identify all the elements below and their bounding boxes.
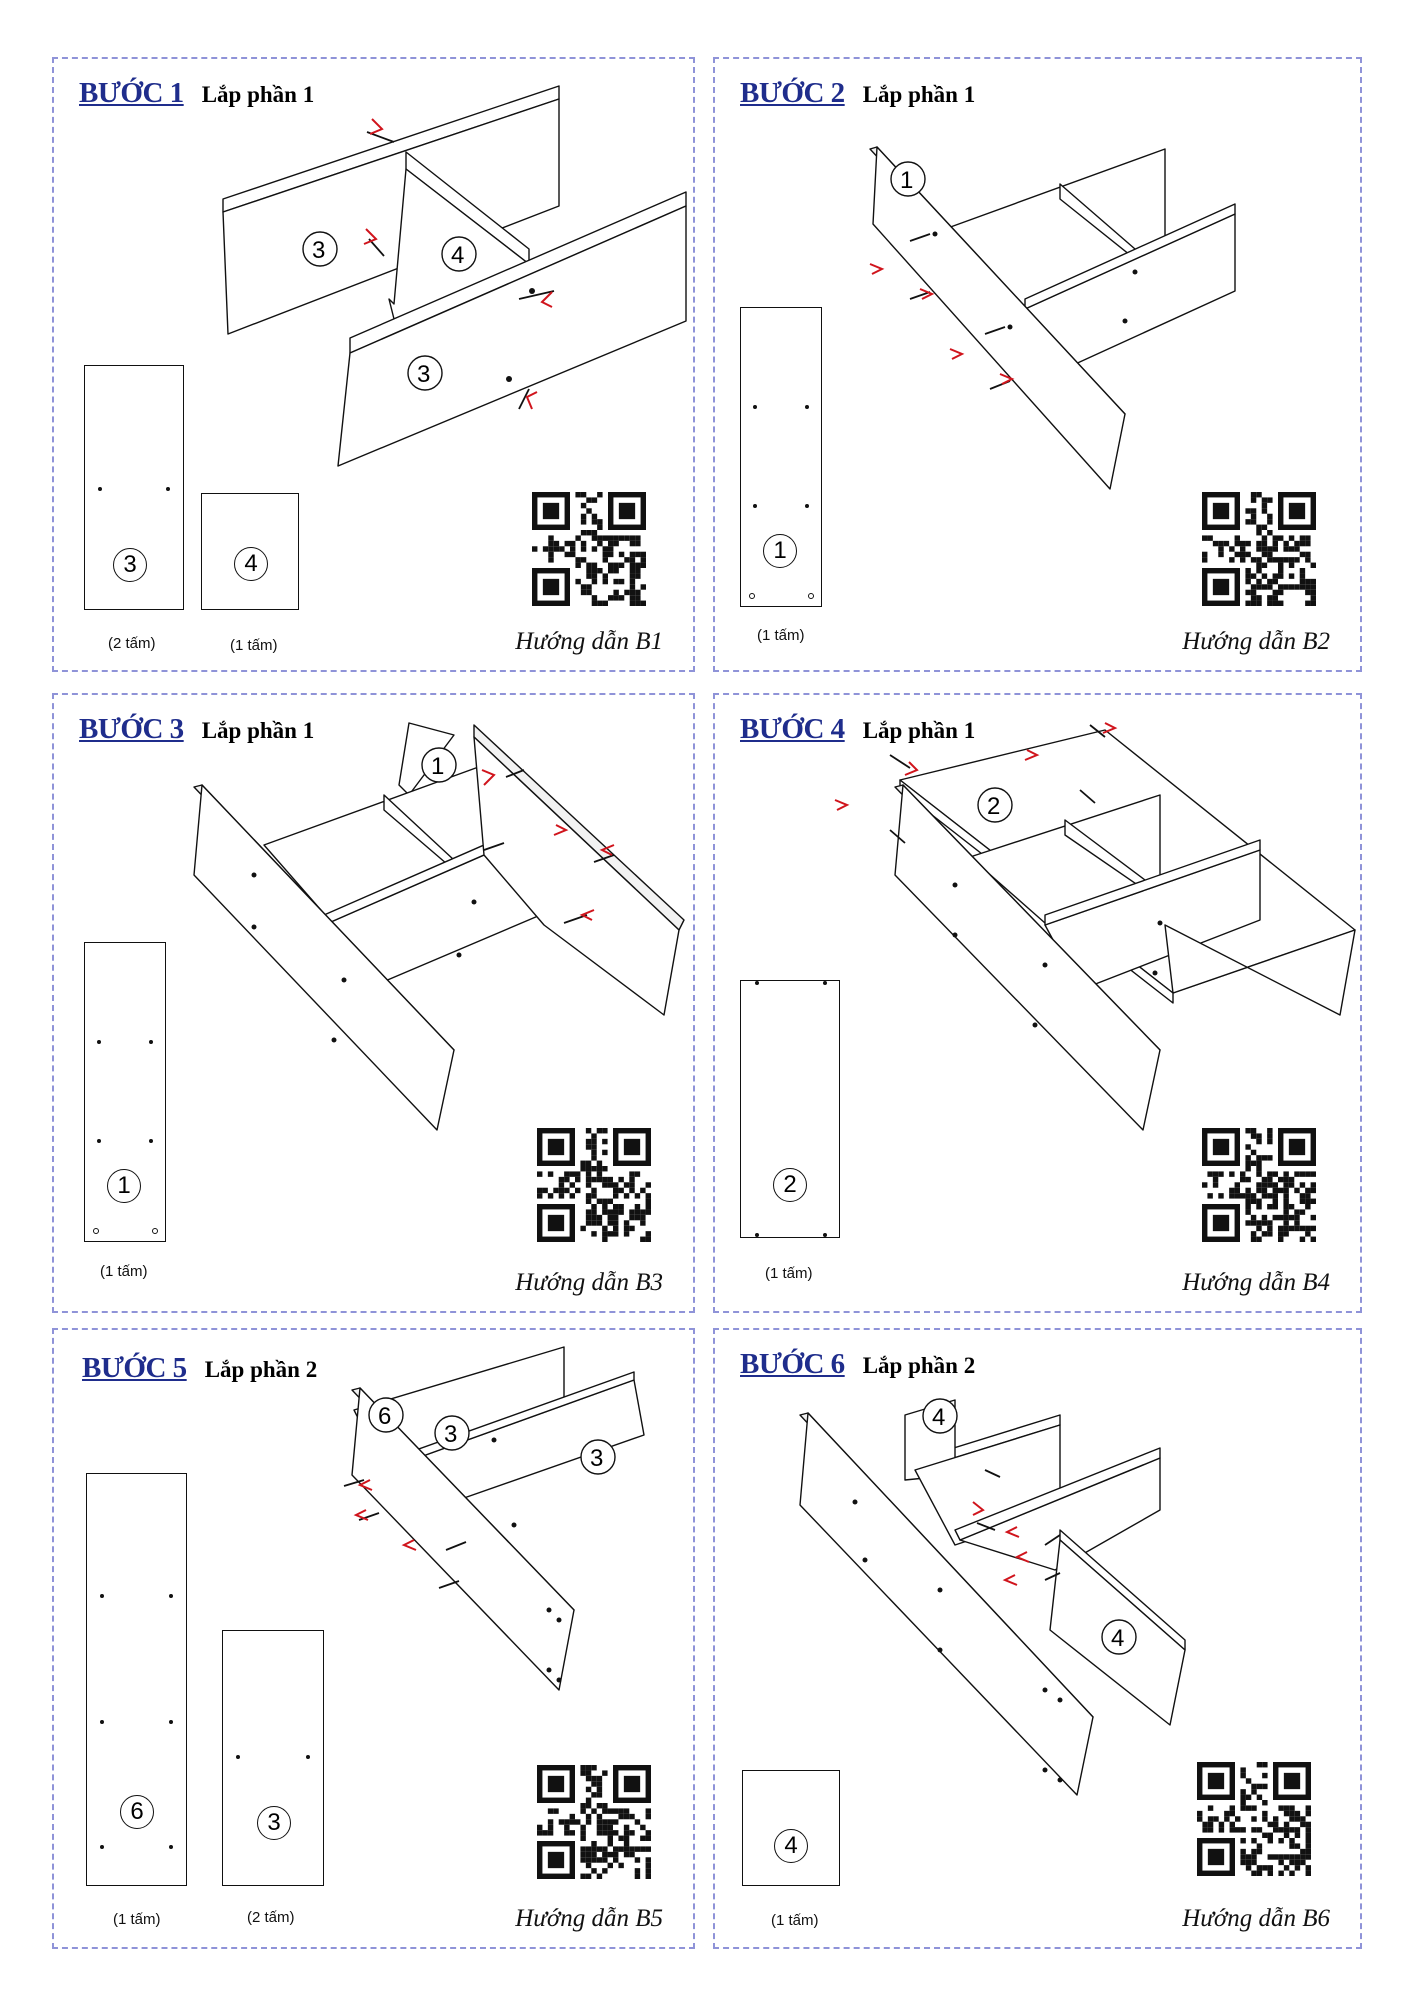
piece-number: 3 — [257, 1806, 291, 1840]
piece-quantity: (1 tấm) — [765, 1265, 813, 1282]
piece-quantity: (2 tấm) — [247, 1909, 295, 1926]
step-part: Lắp phần 1 — [862, 82, 976, 107]
panel-piece-3 — [84, 365, 184, 610]
panel-piece-6 — [86, 1473, 187, 1886]
drawing-label: 3 — [444, 1421, 458, 1448]
qr-code-icon[interactable] — [1197, 1762, 1311, 1876]
drawing-label: 3 — [590, 1445, 604, 1472]
step-title: BƯỚC 3 — [79, 713, 184, 745]
piece-quantity: (2 tấm) — [108, 635, 156, 652]
piece-number: 4 — [774, 1829, 808, 1863]
panel-piece-4 — [742, 1770, 840, 1886]
piece-number: 2 — [773, 1168, 807, 1202]
guide-link[interactable]: Hướng dẫn B6 — [1182, 1905, 1330, 1932]
drawing-label: 3 — [417, 361, 431, 388]
step-part: Lắp phần 1 — [862, 718, 976, 743]
step-part: Lắp phần 1 — [201, 718, 315, 743]
panel-piece-4 — [201, 493, 299, 610]
guide-link[interactable]: Hướng dẫn B2 — [1182, 628, 1330, 655]
piece-number: 4 — [234, 547, 268, 581]
piece-number: 1 — [763, 534, 797, 568]
step-panel-5 — [52, 1328, 695, 1949]
piece-quantity: (1 tấm) — [100, 1263, 148, 1280]
drawing-label: 3 — [312, 237, 326, 264]
step-title: BƯỚC 2 — [740, 77, 845, 109]
drawing-label: 1 — [900, 167, 914, 194]
piece-number: 1 — [107, 1169, 141, 1203]
qr-code-icon[interactable] — [537, 1128, 651, 1242]
step-panel-3 — [52, 693, 695, 1313]
guide-link[interactable]: Hướng dẫn B5 — [515, 1905, 663, 1932]
guide-link[interactable]: Hướng dẫn B3 — [515, 1269, 663, 1296]
piece-quantity: (1 tấm) — [757, 627, 805, 644]
panel-piece-1 — [84, 942, 166, 1242]
step-title: BƯỚC 1 — [79, 77, 184, 109]
guide-link[interactable]: Hướng dẫn B4 — [1182, 1269, 1330, 1296]
piece-number: 6 — [120, 1795, 154, 1829]
piece-number: 3 — [113, 548, 147, 582]
panel-piece-3 — [222, 1630, 324, 1886]
drawing-label: 4 — [932, 1404, 946, 1431]
step-title: BƯỚC 6 — [740, 1348, 845, 1380]
piece-quantity: (1 tấm) — [113, 1911, 161, 1928]
step-title: BƯỚC 5 — [82, 1352, 187, 1384]
piece-quantity: (1 tấm) — [230, 637, 278, 654]
step-part: Lắp phần 1 — [201, 82, 315, 107]
drawing-label: 2 — [987, 793, 1001, 820]
step-panel-4 — [713, 693, 1362, 1313]
step-part: Lắp phần 2 — [862, 1353, 976, 1378]
step-panel-2 — [713, 57, 1362, 672]
step-panel-6 — [713, 1328, 1362, 1949]
piece-quantity: (1 tấm) — [771, 1912, 819, 1929]
step-title: BƯỚC 4 — [740, 713, 845, 745]
qr-code-icon[interactable] — [532, 492, 646, 606]
drawing-label: 4 — [1111, 1625, 1125, 1652]
qr-code-icon[interactable] — [1202, 1128, 1316, 1242]
drawing-label: 1 — [431, 753, 445, 780]
drawing-label: 4 — [451, 242, 465, 269]
qr-code-icon[interactable] — [537, 1765, 651, 1879]
drawing-label: 6 — [378, 1403, 392, 1430]
step-panel-1 — [52, 57, 695, 672]
panel-piece-2 — [740, 980, 840, 1238]
step-part: Lắp phần 2 — [204, 1357, 318, 1382]
guide-link[interactable]: Hướng dẫn B1 — [515, 628, 663, 655]
qr-code-icon[interactable] — [1202, 492, 1316, 606]
panel-piece-1 — [740, 307, 822, 607]
